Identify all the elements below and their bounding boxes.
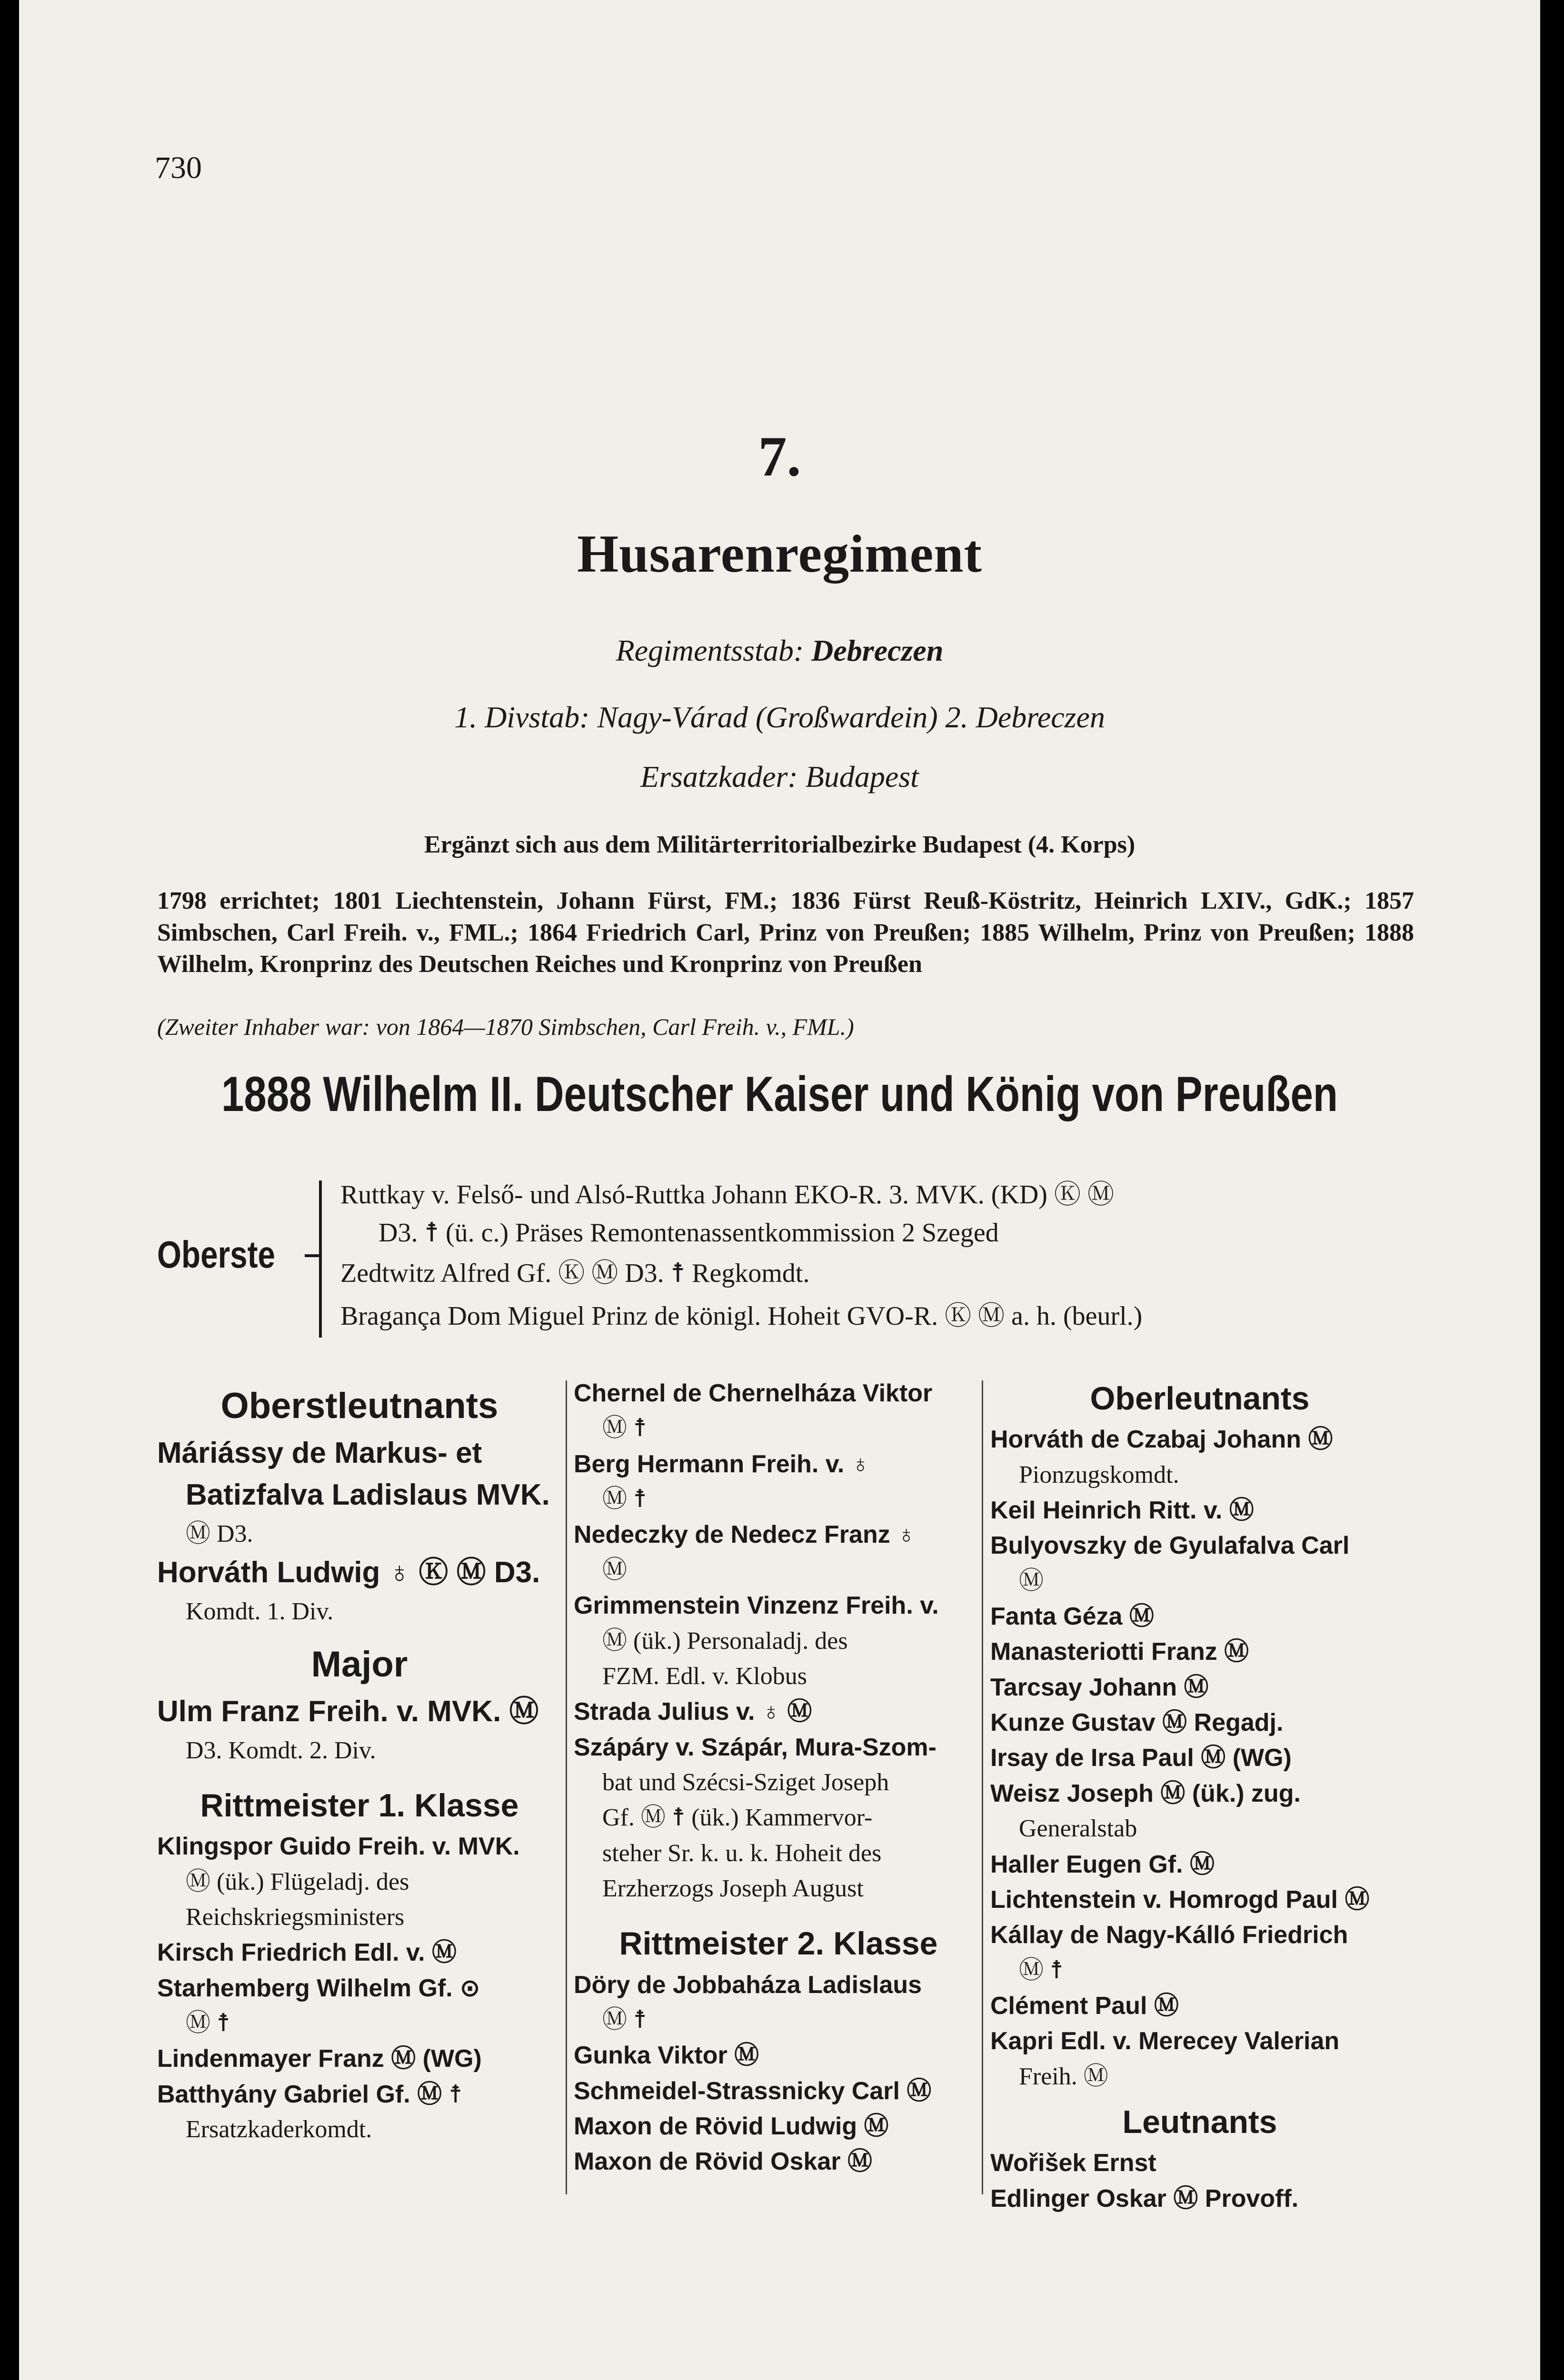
column-2 (574, 1376, 983, 2180)
list-item: Lichtenstein v. Homrogd Paul Ⓜ (990, 1885, 1370, 1914)
list-item: bat und Szécsi-Sziget Joseph (602, 1768, 889, 1796)
list-item: Gunka Viktor Ⓜ (574, 2042, 759, 2070)
list-item: Wořišek Ernst (990, 2149, 1156, 2177)
brace (319, 1180, 332, 1338)
list-item: Nedeczky de Nedecz Franz ♁ (574, 1521, 916, 1549)
list-item: Schmeidel-Strassnicky Carl Ⓜ (574, 2077, 932, 2105)
list-item: Weisz Joseph Ⓜ (ük.) zug. (990, 1779, 1301, 1807)
list-item: Reichskriegsministers (186, 1904, 405, 1931)
list-item: Ⓜ (ük.) Flügeladj. des (186, 1868, 409, 1895)
list-item: Erzherzogs Joseph August (602, 1875, 864, 1903)
ersatz-label: Ersatzkader: (640, 760, 798, 793)
heading-oberstleutnants: Oberstleutnants (220, 1386, 498, 1426)
list-item: Komdt. 1. Div. (186, 1598, 334, 1625)
list-item: Maxon de Rövid Ludwig Ⓜ (574, 2112, 889, 2141)
list-item: Ⓜ ☨ (602, 1415, 647, 1442)
oberst-entry-3: Bragança Dom Miguel Prinz de königl. Hoheit GVO-R. Ⓚ Ⓜ a. h. (beurl.) (340, 1301, 1143, 1331)
oberst-entry-2: Zedtwitz Alfred Gf. Ⓚ Ⓜ D3. ☨ Regkomdt. (340, 1259, 810, 1288)
list-item: Grimmenstein Vinzenz Freih. v. (574, 1592, 939, 1620)
list-item: Haller Eugen Gf. Ⓜ (990, 1850, 1215, 1878)
heading-leutnants: Leutnants (1122, 2104, 1277, 2141)
list-item: Edlinger Oskar Ⓜ Provoff. (990, 2184, 1299, 2212)
column-divider (566, 1380, 567, 2194)
regiment-history: 1798 errichtet; 1801 Liechtenstein, Johann Fürst, FM.; 1836 Fürst Reuß-Köstritz, Heinrich LXIV., GdK.; 1857 Simbschen, Carl Freih. v., FML.; 1864 Friedrich Carl, Prinz von Preußen; 1885 Wilhelm, Prinz von Preußen; 1888 Wilhelm, Kronprinz des Deutschen Reiches und Kronprinz von Preußen (157, 887, 1414, 978)
ersatz-value: Budapest (805, 760, 919, 793)
stab-value: Debreczen (811, 634, 944, 667)
list-item: Horváth de Czabaj Johann Ⓜ (990, 1426, 1333, 1454)
list-item: steher Sr. k. u. k. Hoheit des (602, 1839, 882, 1867)
regiment-number: 7. (758, 425, 801, 488)
list-item: Kapri Edl. v. Merecey Valerian (990, 2027, 1340, 2055)
list-item: FZM. Edl. v. Klobus (602, 1662, 807, 1690)
zweiter-inhaber: (Zweiter Inhaber war: von 1864—1870 Simbschen, Carl Freih. v., FML.) (157, 1013, 854, 1040)
regiment-title: Husarenregiment (577, 525, 982, 584)
list-item: Irsay de Irsa Paul Ⓜ (WG) (990, 1744, 1292, 1772)
list-item: Fanta Géza Ⓜ (990, 1603, 1154, 1631)
ergaenzt-line: Ergänzt sich aus dem Militärterritorialbezirke Budapest (4. Korps) (424, 831, 1136, 858)
list-item: Ⓜ ☨ (186, 2010, 230, 2037)
list-item: Bulyovszky de Gyulafalva Carl (990, 1532, 1350, 1560)
list-item: Kállay de Nagy-Kálló Friedrich (990, 1921, 1348, 1949)
list-item: Strada Julius v. ♁ Ⓜ (574, 1698, 812, 1726)
oberste-label: Oberste (157, 1233, 275, 1276)
list-item: Klingspor Guido Freih. v. MVK. (157, 1833, 520, 1861)
list-item: Freih. Ⓜ (1019, 2063, 1108, 2090)
stab-label: Regimentsstab: (616, 634, 804, 667)
list-item: Pionzugskomdt. (1019, 1461, 1179, 1488)
ersatzkader-line (19, 759, 1540, 794)
oberst-entry-1-cont: D3. ☨ (ü. c.) Präses Remontenassentkommission 2 Szeged (379, 1218, 999, 1248)
divstab-line: 1. Divstab: Nagy-Várad (Großwardein) 2. Debreczen (454, 700, 1105, 734)
list-item: Manasteriotti Franz Ⓜ (990, 1638, 1249, 1666)
list-item: D3. Komdt. 2. Div. (186, 1736, 376, 1764)
list-item: Döry de Jobbaháza Ladislaus (574, 1971, 922, 1999)
list-item: Horváth Ludwig ♁ Ⓚ Ⓜ D3. (157, 1556, 540, 1589)
brace-tip (305, 1250, 321, 1257)
list-item: Ⓜ (1019, 1567, 1044, 1595)
list-item: Ⓜ ☨ (1019, 1956, 1064, 1984)
list-item: Szápáry v. Szápár, Mura-Szom- (574, 1733, 936, 1761)
list-item: Tarcsay Johann Ⓜ (990, 1673, 1209, 1701)
list-item: Keil Heinrich Ritt. v. Ⓜ (990, 1496, 1254, 1524)
heading-rittmeister-2: Rittmeister 2. Klasse (619, 1925, 938, 1962)
list-item: Ulm Franz Freih. v. MVK. Ⓜ (157, 1695, 539, 1728)
list-item: Clément Paul Ⓜ (990, 1992, 1179, 2020)
heading-oberleutnants: Oberleutnants (1090, 1380, 1310, 1417)
list-item: Kirsch Friedrich Edl. v. Ⓜ (157, 1939, 457, 1967)
list-item: Starhemberg Wilhelm Gf. ⊙ (157, 1974, 480, 2002)
list-item: Maxon de Rövid Oskar Ⓜ (574, 2148, 873, 2176)
list-item: Batthyány Gabriel Gf. Ⓜ ☨ (157, 2080, 462, 2108)
oberst-entry-1: Ruttkay v. Felső- und Alsó-Ruttka Johann EKO-R. 3. MVK. (KD) Ⓚ Ⓜ (340, 1180, 1114, 1210)
list-item: Chernel de Chernelháza Viktor (574, 1379, 933, 1407)
list-item: Máriássy de Markus- et (157, 1436, 482, 1469)
list-item: Lindenmayer Franz Ⓜ (WG) (157, 2045, 482, 2073)
list-item: Generalstab (1019, 1815, 1137, 1843)
heading-major: Major (311, 1644, 408, 1685)
list-item: Kunze Gustav Ⓜ Regadj. (990, 1709, 1284, 1737)
emperor-heading: 1888 Wilhelm II. Deutscher Kaiser und König von Preußen (221, 1067, 1338, 1122)
list-item: Ⓜ ☨ (602, 2006, 647, 2033)
page-number: 730 (155, 150, 202, 185)
list-item: Ⓜ (ük.) Personaladj. des (602, 1627, 848, 1655)
column-1 (157, 1376, 562, 2148)
list-item: Gf. Ⓜ ☨ (ük.) Kammervor- (602, 1804, 873, 1832)
list-item: Ersatzkaderkomdt. (186, 2116, 372, 2143)
column-3 (990, 1376, 1409, 2216)
document-page (19, 0, 1540, 2380)
regimentsstab-line (19, 633, 1540, 668)
list-item: Ⓜ ☨ (602, 1486, 647, 1513)
list-item: Berg Hermann Freih. v. ♁ (574, 1450, 870, 1478)
list-item: Ⓜ D3. (186, 1520, 253, 1547)
heading-rittmeister-1: Rittmeister 1. Klasse (200, 1787, 519, 1824)
list-item: Batizfalva Ladislaus MVK. (186, 1478, 550, 1512)
list-item: Ⓜ (602, 1556, 628, 1584)
